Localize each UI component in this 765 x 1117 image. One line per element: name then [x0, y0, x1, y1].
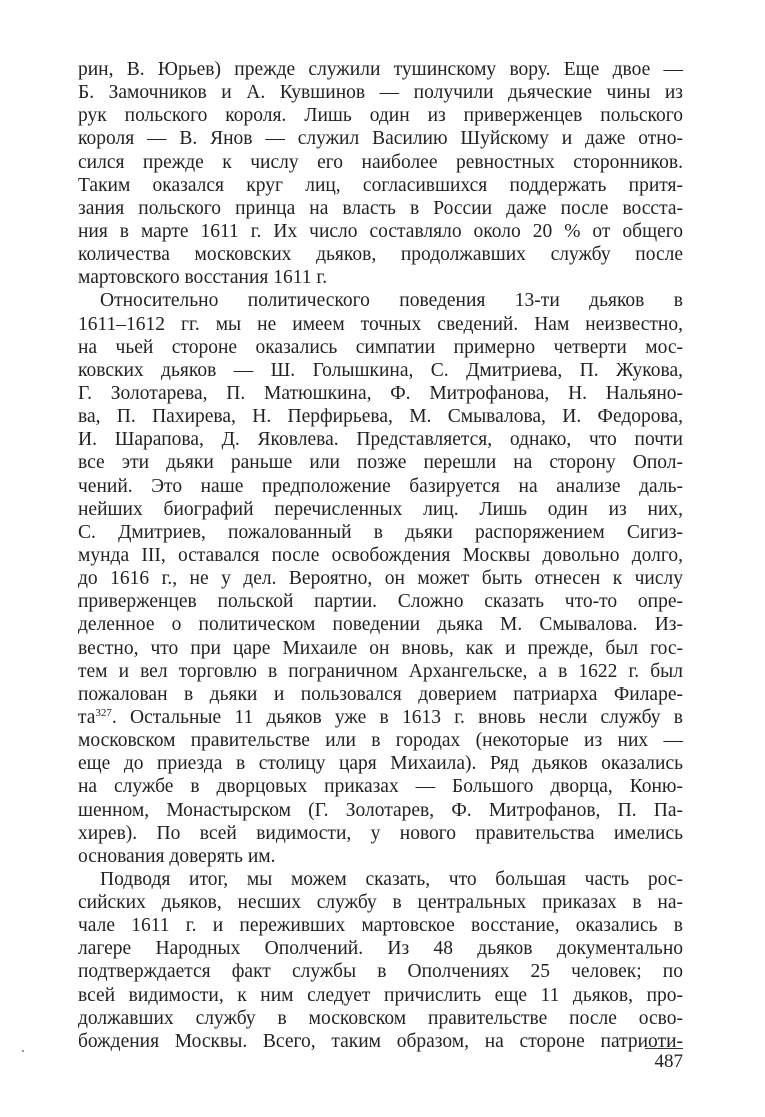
- text-line: [78, 590, 683, 613]
- text-line: [78, 914, 683, 937]
- line-text: ния в марте 1611 г. Их число составляло около 20 % от общего: [78, 220, 683, 242]
- text-line: [78, 544, 683, 567]
- line-text: Подводя итог, мы можем сказать, что большая часть рос-: [100, 868, 683, 890]
- footnote-reference[interactable]: 327: [95, 706, 112, 719]
- line-text: на службе в дворцовых приказах — Большого дворца, Коню-: [78, 776, 683, 798]
- text-line: [78, 567, 683, 590]
- line-text: на чьей стороне оказались симпатии примерно четверти мос-: [78, 336, 683, 358]
- line-text: шенном, Монастырском (Г. Золотарев, Ф. Митрофанов, П. Па-: [78, 799, 683, 821]
- paragraph: [78, 868, 683, 1053]
- text-line: [78, 475, 683, 498]
- line-text: Таким оказался круг лиц, согласившихся поддержать притя-: [78, 174, 683, 196]
- text-line: [78, 660, 683, 683]
- line-text: мунда III, оставался после освобождения Москвы довольно долго,: [78, 544, 683, 566]
- line-text: бождения Москвы. Всего, таким образом, на стороне патриоти-: [78, 1030, 683, 1052]
- text-line: [78, 336, 683, 359]
- text-line: [78, 313, 683, 336]
- line-text: до 1616 г., не у дел. Вероятно, он может быть отнесен к числу: [78, 568, 683, 590]
- line-text: лагере Народных Ополчений. Из 48 дьяков документально: [78, 938, 683, 960]
- line-text: хирев). По всей видимости, у нового правительства имелись: [78, 822, 683, 844]
- line-text: рин, В. Юрьев) прежде служили тушинскому вору. Еще двое —: [78, 59, 683, 80]
- text-line: [78, 845, 683, 868]
- text-line: [78, 799, 683, 822]
- line-text: все эти дьяки раньше или позже перешли на сторону Опол-: [78, 452, 683, 474]
- text-line: [78, 405, 683, 428]
- text-line: [78, 521, 683, 544]
- line-text: ва, П. Пахирева, Н. Перфирьева, М. Смывалова, И. Федорова,: [78, 406, 683, 428]
- line-text: всей видимости, к ним следует причислить еще 11 дьяков, про-: [78, 984, 683, 1006]
- line-text: основания доверять им.: [78, 845, 276, 867]
- line-text: еще до приезда в столицу царя Михаила). Ряд дьяков оказались: [78, 753, 683, 775]
- text-line: [78, 174, 683, 197]
- text-line: [78, 984, 683, 1007]
- page-body: [78, 58, 683, 1053]
- text-line: [78, 868, 683, 891]
- line-text: чений. Это наше предположение базируется на анализе даль-: [78, 475, 683, 497]
- line-text: вестно, что при царе Михаиле он вновь, как и прежде, был гос-: [78, 637, 683, 659]
- text-line: [78, 151, 683, 174]
- text-line: [78, 104, 683, 127]
- line-text: ковских дьяков — Ш. Голышкина, С. Дмитриева, П. Жукова,: [78, 359, 683, 381]
- line-text: нейших биографий перечисленных лиц. Лишь один из них,: [78, 498, 683, 520]
- text-line: [78, 752, 683, 775]
- paragraph: [78, 58, 683, 289]
- text-line: [78, 891, 683, 914]
- paragraph: [78, 289, 683, 868]
- text-line: [78, 937, 683, 960]
- line-text: количества московских дьяков, продолжавших службу после: [78, 244, 683, 266]
- line-text: . Остальные 11 дьяков уже в 1613 г. вновь несли службу в: [111, 706, 683, 728]
- line-text: деленное о политическом поведении дьяка М. Смывалова. Из-: [78, 614, 683, 636]
- text-line: [78, 498, 683, 521]
- line-text: должавших службу в московском правительстве после осво-: [78, 1007, 683, 1029]
- text-line: [78, 706, 683, 729]
- line-text: сился прежде к числу его наиболее ревностных сторонников.: [78, 151, 683, 173]
- line-text: чале 1611 г. и переживших мартовское восстание, оказались в: [78, 915, 683, 937]
- text-line: [78, 683, 683, 706]
- text-line: [78, 266, 683, 289]
- text-line: [78, 1030, 683, 1053]
- scan-speck: [22, 1050, 24, 1052]
- line-text: Г. Золотарева, П. Матюшкина, Ф. Митрофанова, Н. Нальяно-: [78, 382, 683, 404]
- line-text: пожалован в дьяки и пользовался доверием патриарха Филаре-: [78, 683, 683, 705]
- text-line: [78, 127, 683, 150]
- text-line: [78, 428, 683, 451]
- text-line: [78, 197, 683, 220]
- line-text: Б. Замочников и А. Кувшинов — получили дьяческие чины из: [78, 82, 683, 104]
- line-text: короля — В. Янов — служил Василию Шуйскому и даже отно-: [78, 128, 683, 150]
- text-line: [78, 729, 683, 752]
- line-text: 1611–1612 гг. мы не имеем точных сведений. Нам неизвестно,: [78, 313, 683, 335]
- line-text: подтверждается факт службы в Ополчениях 25 человек; по: [78, 961, 683, 983]
- line-text: рук польского короля. Лишь один из приверженцев польского: [78, 105, 683, 127]
- line-text: тем и вел торговлю в пограничном Архангельске, а в 1622 г. был: [78, 660, 683, 682]
- text-line: [78, 289, 683, 312]
- text-line: [78, 451, 683, 474]
- page-number: 487: [645, 1048, 683, 1073]
- text-line: [78, 81, 683, 104]
- line-text: С. Дмитриев, пожалованный в дьяки распоряжением Сигиз-: [78, 521, 683, 543]
- text-line: [78, 637, 683, 660]
- text-line: [78, 613, 683, 636]
- line-text: Относительно политического поведения 13-ти дьяков в: [100, 290, 683, 312]
- line-text: мартовского восстания 1611 г.: [78, 267, 328, 289]
- text-line: [78, 960, 683, 983]
- text-line: [78, 58, 683, 81]
- line-text: та: [78, 706, 96, 728]
- text-line: [78, 359, 683, 382]
- line-text: приверженцев польской партии. Сложно сказать что-то опре-: [78, 591, 683, 613]
- text-line: [78, 822, 683, 845]
- text-line: [78, 775, 683, 798]
- text-line: [78, 220, 683, 243]
- text-line: [78, 1007, 683, 1030]
- text-line: [78, 243, 683, 266]
- line-text: московском правительстве или в городах (некоторые из них —: [78, 730, 683, 752]
- line-text: сийских дьяков, несших службу в центральных приказах в на-: [78, 892, 683, 914]
- line-text: И. Шарапова, Д. Яковлева. Представляется, однако, что почти: [78, 429, 683, 451]
- line-text: зания польского принца на власть в России даже после восста-: [78, 197, 683, 219]
- text-line: [78, 382, 683, 405]
